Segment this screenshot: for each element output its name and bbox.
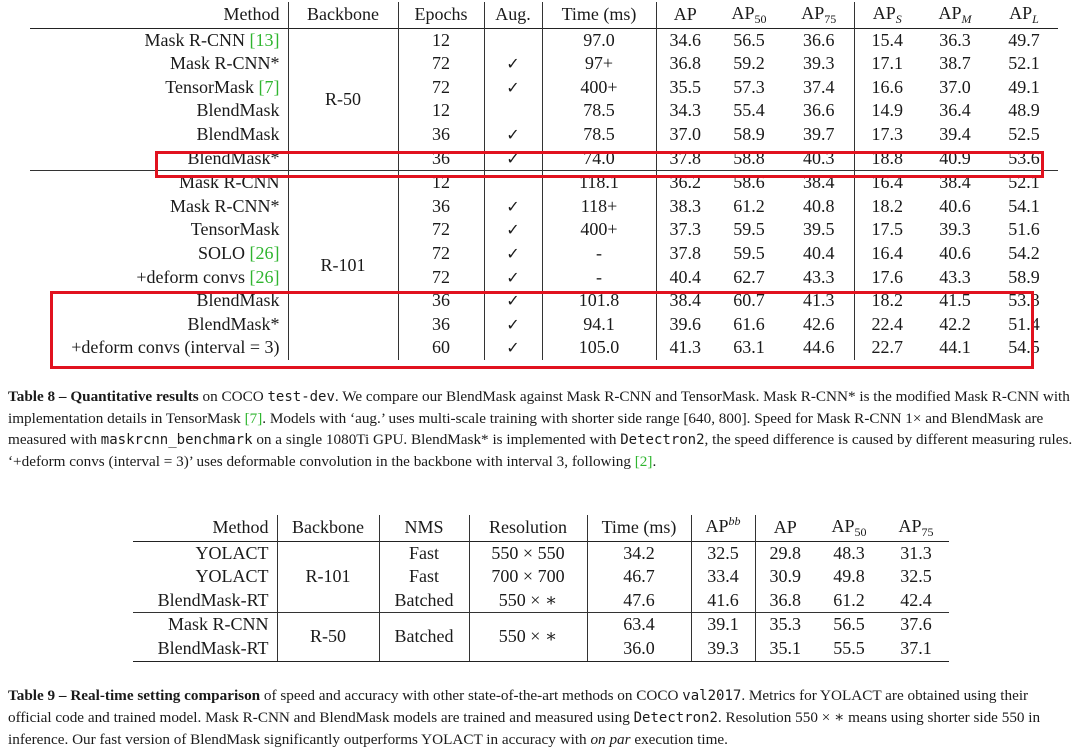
nms-cell: Fast xyxy=(379,565,469,589)
ap75-cell: 38.4 xyxy=(784,171,854,195)
method-name: TensorMask xyxy=(190,219,280,240)
epochs-cell: 12 xyxy=(398,171,484,195)
ap50-cell: 61.6 xyxy=(733,313,765,334)
ap50-cell: 48.3 xyxy=(815,541,883,565)
header-nms: NMS xyxy=(379,515,469,541)
time-cell: 63.4 xyxy=(587,613,691,637)
aug-check-cell: ✓ xyxy=(484,218,542,242)
time-cell: 78.5 xyxy=(542,123,656,147)
backbone-cell: R-50 xyxy=(277,613,379,661)
apl-cell: 48.9 xyxy=(1008,100,1040,121)
header-apm: $AP_M$ xyxy=(938,3,972,26)
epochs-cell: 72 xyxy=(398,52,484,76)
method-cell xyxy=(30,76,288,100)
backbone-cell: R-101 xyxy=(288,171,398,360)
ap75-cell: 39.7 xyxy=(803,123,835,144)
ap-cell: 40.4 xyxy=(656,266,714,290)
apm-cell: 38.7 xyxy=(939,53,971,74)
table-row xyxy=(30,28,1058,52)
table-9 xyxy=(133,515,949,662)
ap-cell: 35.5 xyxy=(656,76,714,100)
apm-cell: 39.3 xyxy=(939,219,971,240)
header-epochs: Epochs xyxy=(398,2,484,28)
ap75-cell: 31.3 xyxy=(883,541,949,565)
aug-check-cell xyxy=(484,28,542,52)
caption-8-label: Table 8 – Quantitative results xyxy=(8,388,199,405)
ap75-cell: 32.5 xyxy=(900,566,932,587)
header-time: Time (ms) xyxy=(542,2,656,28)
ap50-cell: 55.4 xyxy=(733,100,765,121)
table-8-header xyxy=(30,2,1058,28)
ap50-cell: 59.5 xyxy=(733,242,765,263)
ap75-cell: 44.6 xyxy=(803,337,835,358)
ap50-cell: 59.5 xyxy=(733,219,765,240)
aps-cell: 15.4 xyxy=(854,28,920,52)
apbb-cell: 41.6 xyxy=(691,589,755,613)
ap-cell: 35.1 xyxy=(755,637,815,661)
caption-8-text: . Models with ‘aug.’ uses multi-scale training with shorter side range [640, 800]. Speed for Mask R-CNN 1× and BlendMask are measured with xyxy=(8,410,1044,448)
table-row xyxy=(30,76,1058,100)
method-cell xyxy=(30,266,288,290)
ap75-cell: 40.4 xyxy=(803,242,835,263)
citation-link[interactable]: [7] xyxy=(244,410,263,427)
ap-cell: 36.8 xyxy=(656,52,714,76)
time-cell: - xyxy=(542,266,656,290)
ap-cell: 37.8 xyxy=(656,147,714,171)
apbb-cell: 32.5 xyxy=(691,541,755,565)
nms-cell: Batched xyxy=(379,589,469,613)
apl-cell: 54.1 xyxy=(1008,195,1040,216)
method-name: BlendMask* xyxy=(187,147,280,168)
method-name: BlendMask* xyxy=(187,313,280,334)
epochs-cell: 36 xyxy=(398,195,484,219)
apm-cell: 40.6 xyxy=(939,195,971,216)
citation-link[interactable]: [26] xyxy=(249,242,280,263)
table-row xyxy=(30,266,1058,290)
time-cell: 36.0 xyxy=(587,637,691,661)
aug-check-cell: ✓ xyxy=(484,76,542,100)
epochs-cell: 36 xyxy=(398,313,484,337)
table-row xyxy=(30,99,1058,123)
time-cell: 101.8 xyxy=(542,289,656,313)
table-row xyxy=(30,123,1058,147)
method-cell: BlendMask-RT xyxy=(157,589,269,610)
method-cell xyxy=(30,195,288,219)
resolution-cell: 550 × ∗ xyxy=(469,589,587,613)
table-9-r101-group xyxy=(133,541,949,613)
ap75-cell: 42.6 xyxy=(803,313,835,334)
ap75-cell: 36.6 xyxy=(784,28,854,52)
method-name: SOLO xyxy=(197,242,250,263)
table-9-header xyxy=(133,515,949,541)
time-cell: 400+ xyxy=(542,76,656,100)
method-cell xyxy=(30,28,288,52)
apm-cell: 36.4 xyxy=(939,100,971,121)
ap-cell: 30.9 xyxy=(755,565,815,589)
aug-check-cell: ✓ xyxy=(484,313,542,337)
time-cell: 118.1 xyxy=(542,171,656,195)
caption-8-text: . xyxy=(652,453,657,470)
caption-9-code: Detectron2 xyxy=(633,710,718,726)
header-apl: $AP_L$ xyxy=(1009,3,1039,26)
epochs-cell: 36 xyxy=(398,123,484,147)
apm-cell: 37.0 xyxy=(939,76,971,97)
header-method: Method xyxy=(212,517,269,537)
table-row xyxy=(30,218,1058,242)
apl-cell: 52.5 xyxy=(1008,123,1040,144)
highlight-box-blendmask-r101 xyxy=(50,291,1034,369)
ap75-cell: 40.8 xyxy=(803,195,835,216)
apl-cell: 54.5 xyxy=(1008,337,1040,358)
ap-cell: 39.6 xyxy=(656,313,714,337)
ap75-cell: 40.3 xyxy=(803,147,835,168)
method-name: Mask R-CNN* xyxy=(169,195,280,216)
time-cell: 105.0 xyxy=(542,336,656,360)
apl-cell: 51.4 xyxy=(1008,313,1040,334)
epochs-cell: 12 xyxy=(398,99,484,123)
method-cell: YOLACT xyxy=(195,566,269,587)
apl-cell: 52.1 xyxy=(990,171,1058,195)
epochs-cell: 36 xyxy=(398,289,484,313)
ap75-cell: 42.4 xyxy=(900,589,932,610)
ap-cell: 41.3 xyxy=(656,336,714,360)
epochs-cell: 72 xyxy=(398,218,484,242)
ap50-cell: 56.5 xyxy=(714,28,784,52)
aps-cell: 16.4 xyxy=(854,242,920,266)
ap-cell: 38.3 xyxy=(656,195,714,219)
ap50-cell: 60.7 xyxy=(733,290,765,311)
method-name: BlendMask xyxy=(196,123,280,144)
ap50-cell: 61.2 xyxy=(733,195,765,216)
aug-check-cell: ✓ xyxy=(484,289,542,313)
ap-cell: 36.2 xyxy=(656,171,714,195)
time-cell: 94.1 xyxy=(542,313,656,337)
method-cell: BlendMask-RT xyxy=(133,637,277,661)
apbb-cell: 39.3 xyxy=(691,637,755,661)
time-cell: 97+ xyxy=(542,52,656,76)
time-cell: 400+ xyxy=(542,218,656,242)
epochs-cell: 60 xyxy=(398,336,484,360)
caption-9-label: Table 9 – Real-time setting comparison xyxy=(8,687,261,704)
caption-8-code: Detectron2 xyxy=(620,432,705,448)
caption-8-code: test-dev xyxy=(267,389,335,405)
resolution-cell: 550 × 550 xyxy=(469,541,587,565)
ap50-cell: 58.6 xyxy=(714,171,784,195)
ap-cell: 37.0 xyxy=(656,123,714,147)
ap-cell: 37.3 xyxy=(656,218,714,242)
ap50-cell: 62.7 xyxy=(733,266,765,287)
apm-cell: 39.4 xyxy=(939,123,971,144)
apm-cell: 42.2 xyxy=(939,313,971,334)
apm-cell: 43.3 xyxy=(939,266,971,287)
aps-cell: 17.6 xyxy=(854,266,920,290)
method-name: TensorMask xyxy=(165,76,259,97)
caption-9-code: val2017 xyxy=(682,688,742,704)
ap75-cell: 43.3 xyxy=(803,266,835,287)
apl-cell: 53.3 xyxy=(1008,290,1040,311)
header-apbb: $AP^{bb}$ xyxy=(691,515,755,541)
ap50-cell: 59.2 xyxy=(733,53,765,74)
ap50-cell: 57.3 xyxy=(733,76,765,97)
resolution-cell: 700 × 700 xyxy=(469,565,587,589)
ap-cell: 38.4 xyxy=(656,289,714,313)
table-8-caption xyxy=(8,386,1074,472)
time-cell: 34.2 xyxy=(587,541,691,565)
epochs-cell: 72 xyxy=(398,76,484,100)
epochs-cell: 72 xyxy=(398,266,484,290)
method-cell xyxy=(30,99,288,123)
apl-cell: 51.6 xyxy=(1008,219,1040,240)
citation-link[interactable]: [7] xyxy=(258,76,280,97)
method-cell xyxy=(30,52,288,76)
header-ap50: $AP_{50}$ xyxy=(731,3,767,26)
citation-link[interactable]: [26] xyxy=(249,266,280,287)
header-ap75: $AP_{75}$ xyxy=(898,516,934,539)
method-cell xyxy=(30,123,288,147)
apl-cell: 49.1 xyxy=(1008,76,1040,97)
table-9-r50-group xyxy=(133,613,949,661)
apm-cell: 38.4 xyxy=(920,171,990,195)
apbb-cell: 33.4 xyxy=(691,565,755,589)
ap75-cell: 41.3 xyxy=(803,290,835,311)
table-row xyxy=(30,195,1058,219)
method-name: BlendMask xyxy=(196,290,280,311)
ap-cell: 35.3 xyxy=(755,613,815,637)
apm-cell: 41.5 xyxy=(939,290,971,311)
time-cell: - xyxy=(542,242,656,266)
apm-cell: 36.3 xyxy=(920,28,990,52)
table-row xyxy=(30,52,1058,76)
apl-cell: 53.6 xyxy=(1008,147,1040,168)
aps-cell: 18.8 xyxy=(854,147,920,171)
aug-check-cell: ✓ xyxy=(484,123,542,147)
header-ap75: $AP_{75}$ xyxy=(801,3,837,26)
apm-cell: 44.1 xyxy=(939,337,971,358)
header-resolution: Resolution xyxy=(469,515,587,541)
aps-cell: 14.9 xyxy=(854,99,920,123)
ap50-cell: 49.8 xyxy=(833,566,865,587)
method-name: Mask R-CNN xyxy=(144,29,250,50)
method-cell: Mask R-CNN xyxy=(133,613,277,637)
caption-8-code: maskrcnn_benchmark xyxy=(100,432,253,448)
epochs-cell: 72 xyxy=(398,242,484,266)
apl-cell: 49.7 xyxy=(990,28,1058,52)
aug-check-cell: ✓ xyxy=(484,266,542,290)
aps-cell: 22.7 xyxy=(854,336,920,360)
ap50-cell: 61.2 xyxy=(833,589,865,610)
apbb-cell: 39.1 xyxy=(691,613,755,637)
caption-9-text: . Metrics for YOLACT are obtained using their official code and trained model. Mask R-CNN and BlendMask models are trained and measured using xyxy=(8,687,1029,726)
aug-check-cell: ✓ xyxy=(484,52,542,76)
table-row xyxy=(133,565,949,589)
ap75-cell: 36.6 xyxy=(803,100,835,121)
header-ap: AP xyxy=(755,515,815,541)
caption-9-text: execution time. xyxy=(630,731,728,748)
aps-cell: 22.4 xyxy=(854,313,920,337)
aps-cell: 16.6 xyxy=(854,76,920,100)
header-time: Time (ms) xyxy=(587,515,691,541)
aug-check-cell xyxy=(484,99,542,123)
caption-9-text: . Resolution 550 × ∗ means using shorter side 550 in inference. Our fast version of BlendMask significantly outperforms YOLACT in accuracy with xyxy=(8,709,1041,748)
aug-check-cell: ✓ xyxy=(484,147,542,171)
ap75-cell: 39.5 xyxy=(803,219,835,240)
epochs-cell: 36 xyxy=(398,147,484,171)
highlight-box-blendmask-star-r50 xyxy=(155,151,1044,178)
method-name: Mask R-CNN* xyxy=(169,53,280,74)
caption-8-text: on COCO xyxy=(198,388,268,405)
ap-cell: 34.6 xyxy=(656,28,714,52)
aug-check-cell: ✓ xyxy=(484,336,542,360)
ap-cell: 37.8 xyxy=(656,242,714,266)
aps-cell: 16.4 xyxy=(854,171,920,195)
header-method: Method xyxy=(223,4,280,24)
method-cell: YOLACT xyxy=(133,541,277,565)
ap50-cell: 63.1 xyxy=(733,337,765,358)
backbone-cell: R-50 xyxy=(288,28,398,171)
caption-8-text: on a single 1080Ti GPU. BlendMask* is implemented with xyxy=(252,431,621,448)
header-aug: Aug. xyxy=(484,2,542,28)
aps-cell: 17.3 xyxy=(854,123,920,147)
method-name: +deform convs (interval = 3) xyxy=(71,337,280,358)
method-cell xyxy=(30,218,288,242)
aps-cell: 18.2 xyxy=(854,289,920,313)
ap-cell: 34.3 xyxy=(656,99,714,123)
caption-8-text: . We compare our BlendMask against Mask R-CNN and TensorMask. Mask R-CNN* is the modified Mask R-CNN with implementation details in TensorMask xyxy=(8,388,1070,427)
apm-cell: 40.9 xyxy=(939,147,971,168)
ap50-cell: 56.5 xyxy=(815,613,883,637)
method-cell xyxy=(30,242,288,266)
table-8-r50-group xyxy=(30,28,1058,171)
ap75-cell: 37.6 xyxy=(883,613,949,637)
aug-check-cell: ✓ xyxy=(484,242,542,266)
ap50-cell: 58.9 xyxy=(733,123,765,144)
ap75-cell: 39.3 xyxy=(803,53,835,74)
table-9-caption xyxy=(8,685,1074,750)
table-row xyxy=(133,589,949,613)
apl-cell: 58.9 xyxy=(1008,266,1040,287)
ap-cell: 29.8 xyxy=(755,541,815,565)
time-cell: 118+ xyxy=(542,195,656,219)
ap-cell: 36.8 xyxy=(755,589,815,613)
time-cell: 78.5 xyxy=(542,99,656,123)
citation-link[interactable]: [13] xyxy=(249,29,280,50)
aps-cell: 18.2 xyxy=(854,195,920,219)
ap75-cell: 37.1 xyxy=(883,637,949,661)
header-ap: AP xyxy=(656,2,714,28)
aps-cell: 17.5 xyxy=(854,218,920,242)
nms-cell: Fast xyxy=(379,541,469,565)
resolution-cell: 550 × ∗ xyxy=(469,613,587,661)
header-ap50: $AP_{50}$ xyxy=(831,516,867,539)
caption-8-text: , the speed difference is caused by different measuring rules. ‘+deform convs (interval = 3)’ uses deformable convolution in the backbone with interval 3, following xyxy=(8,431,1073,470)
table-row xyxy=(133,613,949,637)
caption-9-emphasis: on par xyxy=(590,731,631,748)
time-cell: 47.6 xyxy=(587,589,691,613)
header-aps: $AP_S$ xyxy=(854,2,920,28)
citation-link[interactable]: [2] xyxy=(634,453,653,470)
header-backbone: Backbone xyxy=(277,515,379,541)
time-cell: 46.7 xyxy=(587,565,691,589)
time-cell: 74.0 xyxy=(542,147,656,171)
table-row xyxy=(133,541,949,565)
nms-cell: Batched xyxy=(379,613,469,661)
apl-cell: 52.1 xyxy=(1008,53,1040,74)
time-cell: 97.0 xyxy=(542,28,656,52)
aug-check-cell: ✓ xyxy=(484,195,542,219)
table-row xyxy=(30,242,1058,266)
epochs-cell: 12 xyxy=(398,28,484,52)
aps-cell: 17.1 xyxy=(854,52,920,76)
header-backbone: Backbone xyxy=(288,2,398,28)
method-name: BlendMask xyxy=(196,100,280,121)
method-name: +deform convs xyxy=(136,266,250,287)
caption-9-text: of speed and accuracy with other state-of-the-art methods on COCO xyxy=(260,687,683,704)
method-name: Mask R-CNN xyxy=(178,172,280,193)
ap75-cell: 37.4 xyxy=(803,76,835,97)
ap50-cell: 55.5 xyxy=(815,637,883,661)
apm-cell: 40.6 xyxy=(939,242,971,263)
backbone-cell: R-101 xyxy=(277,541,379,613)
ap50-cell: 58.8 xyxy=(733,147,765,168)
apl-cell: 54.2 xyxy=(1008,242,1040,263)
